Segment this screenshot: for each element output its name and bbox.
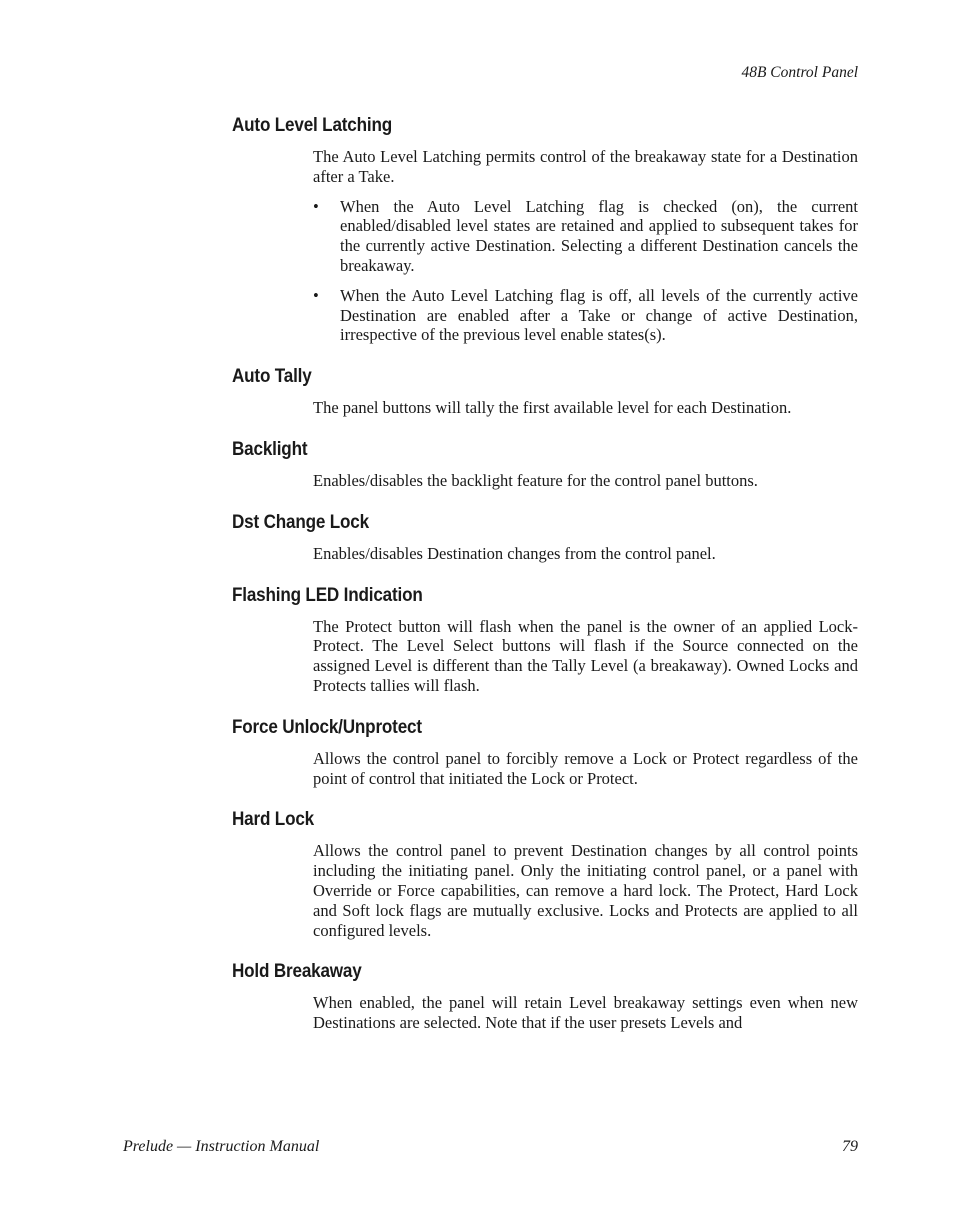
bullet-marker: • [313, 285, 319, 305]
section-hold-breakaway [232, 960, 858, 1033]
section-auto-tally [232, 365, 858, 418]
section-heading: Auto Tally [232, 366, 312, 388]
running-header: 48B Control Panel [741, 64, 858, 81]
section-body: Enables/disables Destination changes from the control panel. [313, 543, 716, 563]
section-dst-change-lock [232, 511, 858, 564]
section-heading: Force Unlock/Unprotect [232, 716, 422, 738]
section-auto-level-latching [232, 114, 858, 345]
list-item-text: When the Auto Level Latching flag is checked (on), the current enabled/disabled level states are retained and applied to subsequent takes for the currently active Destination. Selecting a different Destination cancels the breakaway. [340, 196, 858, 275]
section-body: Allows the control panel to forcibly remove a Lock or Protect regardless of the point of control that initiated the Lock or Protect. [313, 748, 858, 788]
section-heading: Hard Lock [232, 809, 315, 831]
section-force-unlock-unprotect [232, 716, 858, 789]
section-body: When enabled, the panel will retain Level breakaway settings even when new Destinations are selected. Note that if the user presets Levels and [313, 993, 858, 1033]
section-flashing-led-indication [232, 584, 858, 696]
section-hard-lock [232, 808, 858, 940]
section-heading: Backlight [232, 438, 308, 460]
section-body: The Protect button will flash when the panel is the owner of an applied Lock-Protect. The Level Select buttons will flash if the Source connected on the assigned Level is different than the Tally Level (a breakaway). Owned Locks and Protects tallies will flash. [313, 616, 858, 695]
footer-manual-title: Prelude — Instruction Manual [123, 1138, 320, 1155]
list-item-text: When the Auto Level Latching flag is off, all levels of the currently active Destination are enabled after a Take or change of active Destination, irrespective of the previous level enable states(s). [340, 285, 858, 345]
section-body: The Auto Level Latching permits control of the breakaway state for a Destination after a Take. [313, 147, 858, 186]
bullet-list [232, 197, 858, 346]
section-backlight [232, 438, 858, 491]
page-number: 79 [842, 1138, 858, 1155]
section-heading: Flashing LED Indication [232, 584, 423, 606]
list-item [232, 197, 858, 276]
section-heading: Hold Breakaway [232, 961, 362, 983]
bullet-marker: • [313, 196, 319, 216]
section-body: The panel buttons will tally the first available level for each Destination. [313, 398, 792, 418]
page-content [232, 114, 858, 1053]
section-body: Enables/disables the backlight feature for the control panel buttons. [313, 470, 758, 490]
list-item [232, 286, 858, 345]
section-body: Allows the control panel to prevent Destination changes by all control points including the initiating panel. Only the initiating control panel, or a panel with Override or Force capabilities, can remove a hard lock. The Protect, Hard Lock and Soft lock flags are mutually exclusive. Locks and Protects are applied to all configured levels. [313, 841, 858, 940]
section-heading: Dst Change Lock [232, 511, 369, 533]
section-heading: Auto Level Latching [232, 115, 393, 136]
